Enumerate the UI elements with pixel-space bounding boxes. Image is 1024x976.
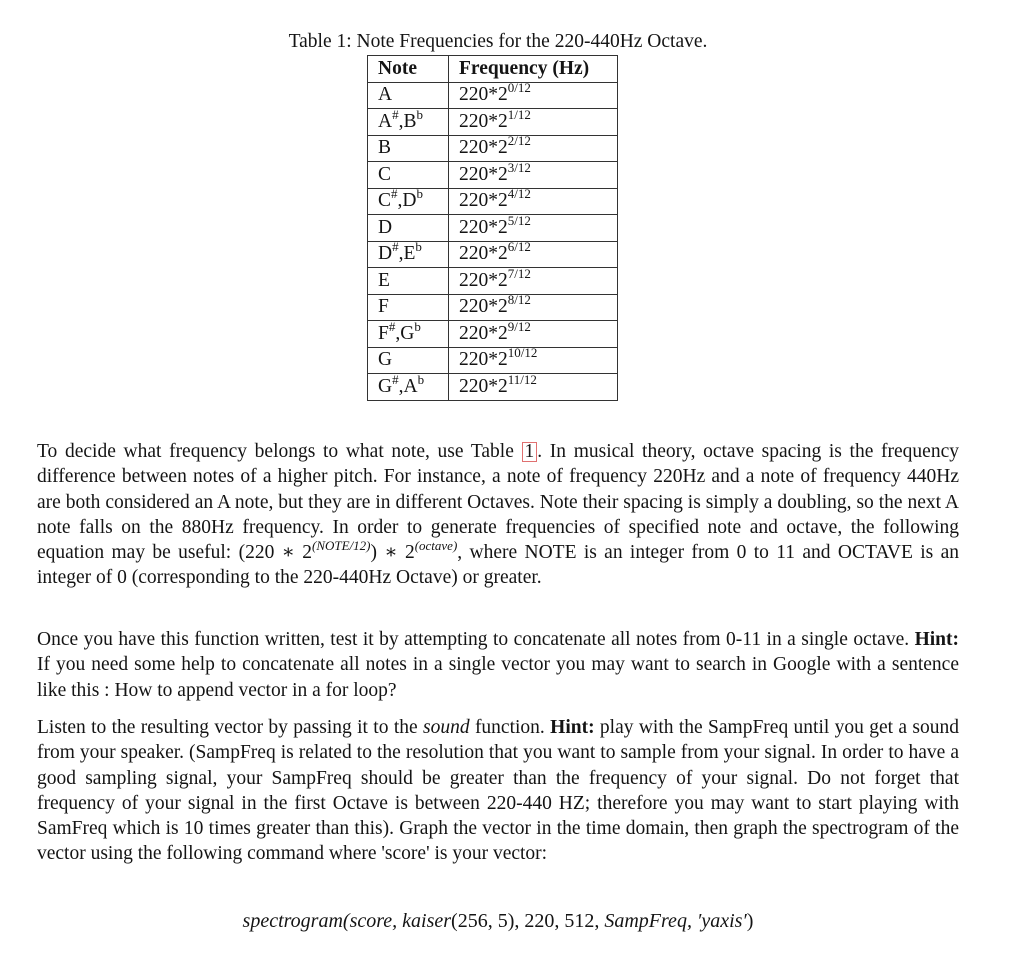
table-row [368, 268, 618, 295]
frequency-cell: $220*2^{11/12}$ [449, 374, 618, 401]
note-cell: A [368, 82, 449, 109]
table-row [368, 82, 618, 109]
note-cell: $D^{\#},E^b$ [368, 241, 449, 268]
note-cell: $A^{\#},B^b$ [368, 109, 449, 136]
note-cell: D [368, 215, 449, 242]
frequency-cell: $220*2^{6/12}$ [449, 241, 618, 268]
header-frequency: Frequency (Hz) [449, 56, 618, 83]
note-cell: $G^{\#},A^b$ [368, 374, 449, 401]
note-cell: F [368, 294, 449, 321]
table-row [368, 215, 618, 242]
frequency-cell: $220*2^{2/12}$ [449, 135, 618, 162]
note-cell: $F^{\#},G^b$ [368, 321, 449, 348]
paragraph-octave-spacing: To decide what frequency belongs to what note, use Table 1 . In musical theory, octave spacing is the frequency difference between notes of a higher pitch. For instance, a note of frequency 220Hz and a note of frequency 440Hz are both considered an A note, but they are in different Octaves. Note their spacing is simply a doubling, so the next A note falls on the 880Hz frequency. In order to generate frequencies of specified note and octave, the following equation may be useful: (220 ∗ $2^{(NOTE/12)}$) ∗ $2^{(octave)}$, where NOTE is an integer from 0 to 11 and OCTAVE is an integer of 0 (corresponding to the 220-440Hz Octave) or greater. [37, 441, 959, 589]
note-frequency-table [367, 55, 618, 401]
frequency-cell: $220*2^{5/12}$ [449, 215, 618, 242]
note-cell: E [368, 268, 449, 295]
table-row [368, 321, 618, 348]
frequency-cell: $220*2^{9/12}$ [449, 321, 618, 348]
table-reference-link[interactable]: 1 [522, 442, 538, 462]
frequency-cell: $220*2^{4/12}$ [449, 188, 618, 215]
table-row [368, 241, 618, 268]
table-caption: Table 1: Note Frequencies for the 220-440Hz Octave. [288, 31, 708, 52]
table-header-row [368, 56, 618, 83]
table-row [368, 294, 618, 321]
note-cell: G [368, 347, 449, 374]
note-cell: C [368, 162, 449, 189]
table-row [368, 162, 618, 189]
frequency-cell: $220*2^{1/12}$ [449, 109, 618, 136]
note-cell: B [368, 135, 449, 162]
table-row [368, 188, 618, 215]
note-cell: $C^{\#},D^b$ [368, 188, 449, 215]
paragraph-sound: Listen to the resulting vector by passing it to the sound function. Hint: play with the SampFreq until you get a sound from your speaker. (SampFreq is related to the resolution that you want to sample from your signal. In order to have a good sampling signal, your SampFreq should be greater than the frequency of your signal. Do not forget that frequency of your signal in the first Octave is between 220-440 HZ; therefore you may want to start playing with SamFreq which is 10 times greater than this). Graph the vector in the time domain, then graph the spectrogram of the vector using the following command where 'score' is your vector: [37, 717, 959, 865]
frequency-cell: $220*2^{3/12}$ [449, 162, 618, 189]
table-row [368, 347, 618, 374]
table-row [368, 109, 618, 136]
frequency-cell: $220*2^{7/12}$ [449, 268, 618, 295]
frequency-cell: $220*2^{0/12}$ [449, 82, 618, 109]
table-row [368, 135, 618, 162]
frequency-cell: $220*2^{8/12}$ [449, 294, 618, 321]
table-row [368, 374, 618, 401]
spectrogram-equation: spectrogram(score, kaiser(256, 5), 220, 512, SampFreq, ′yaxis′) [242, 910, 754, 932]
header-note: Note [368, 56, 449, 83]
paragraph-concatenate: Once you have this function written, test it by attempting to concatenate all notes from 0-11 in a single octave. Hint: If you need some help to concatenate all notes in a single vector you may want to search in Google with a sentence like this : How to append vector in a for loop? [37, 629, 959, 701]
frequency-cell: $220*2^{10/12}$ [449, 347, 618, 374]
